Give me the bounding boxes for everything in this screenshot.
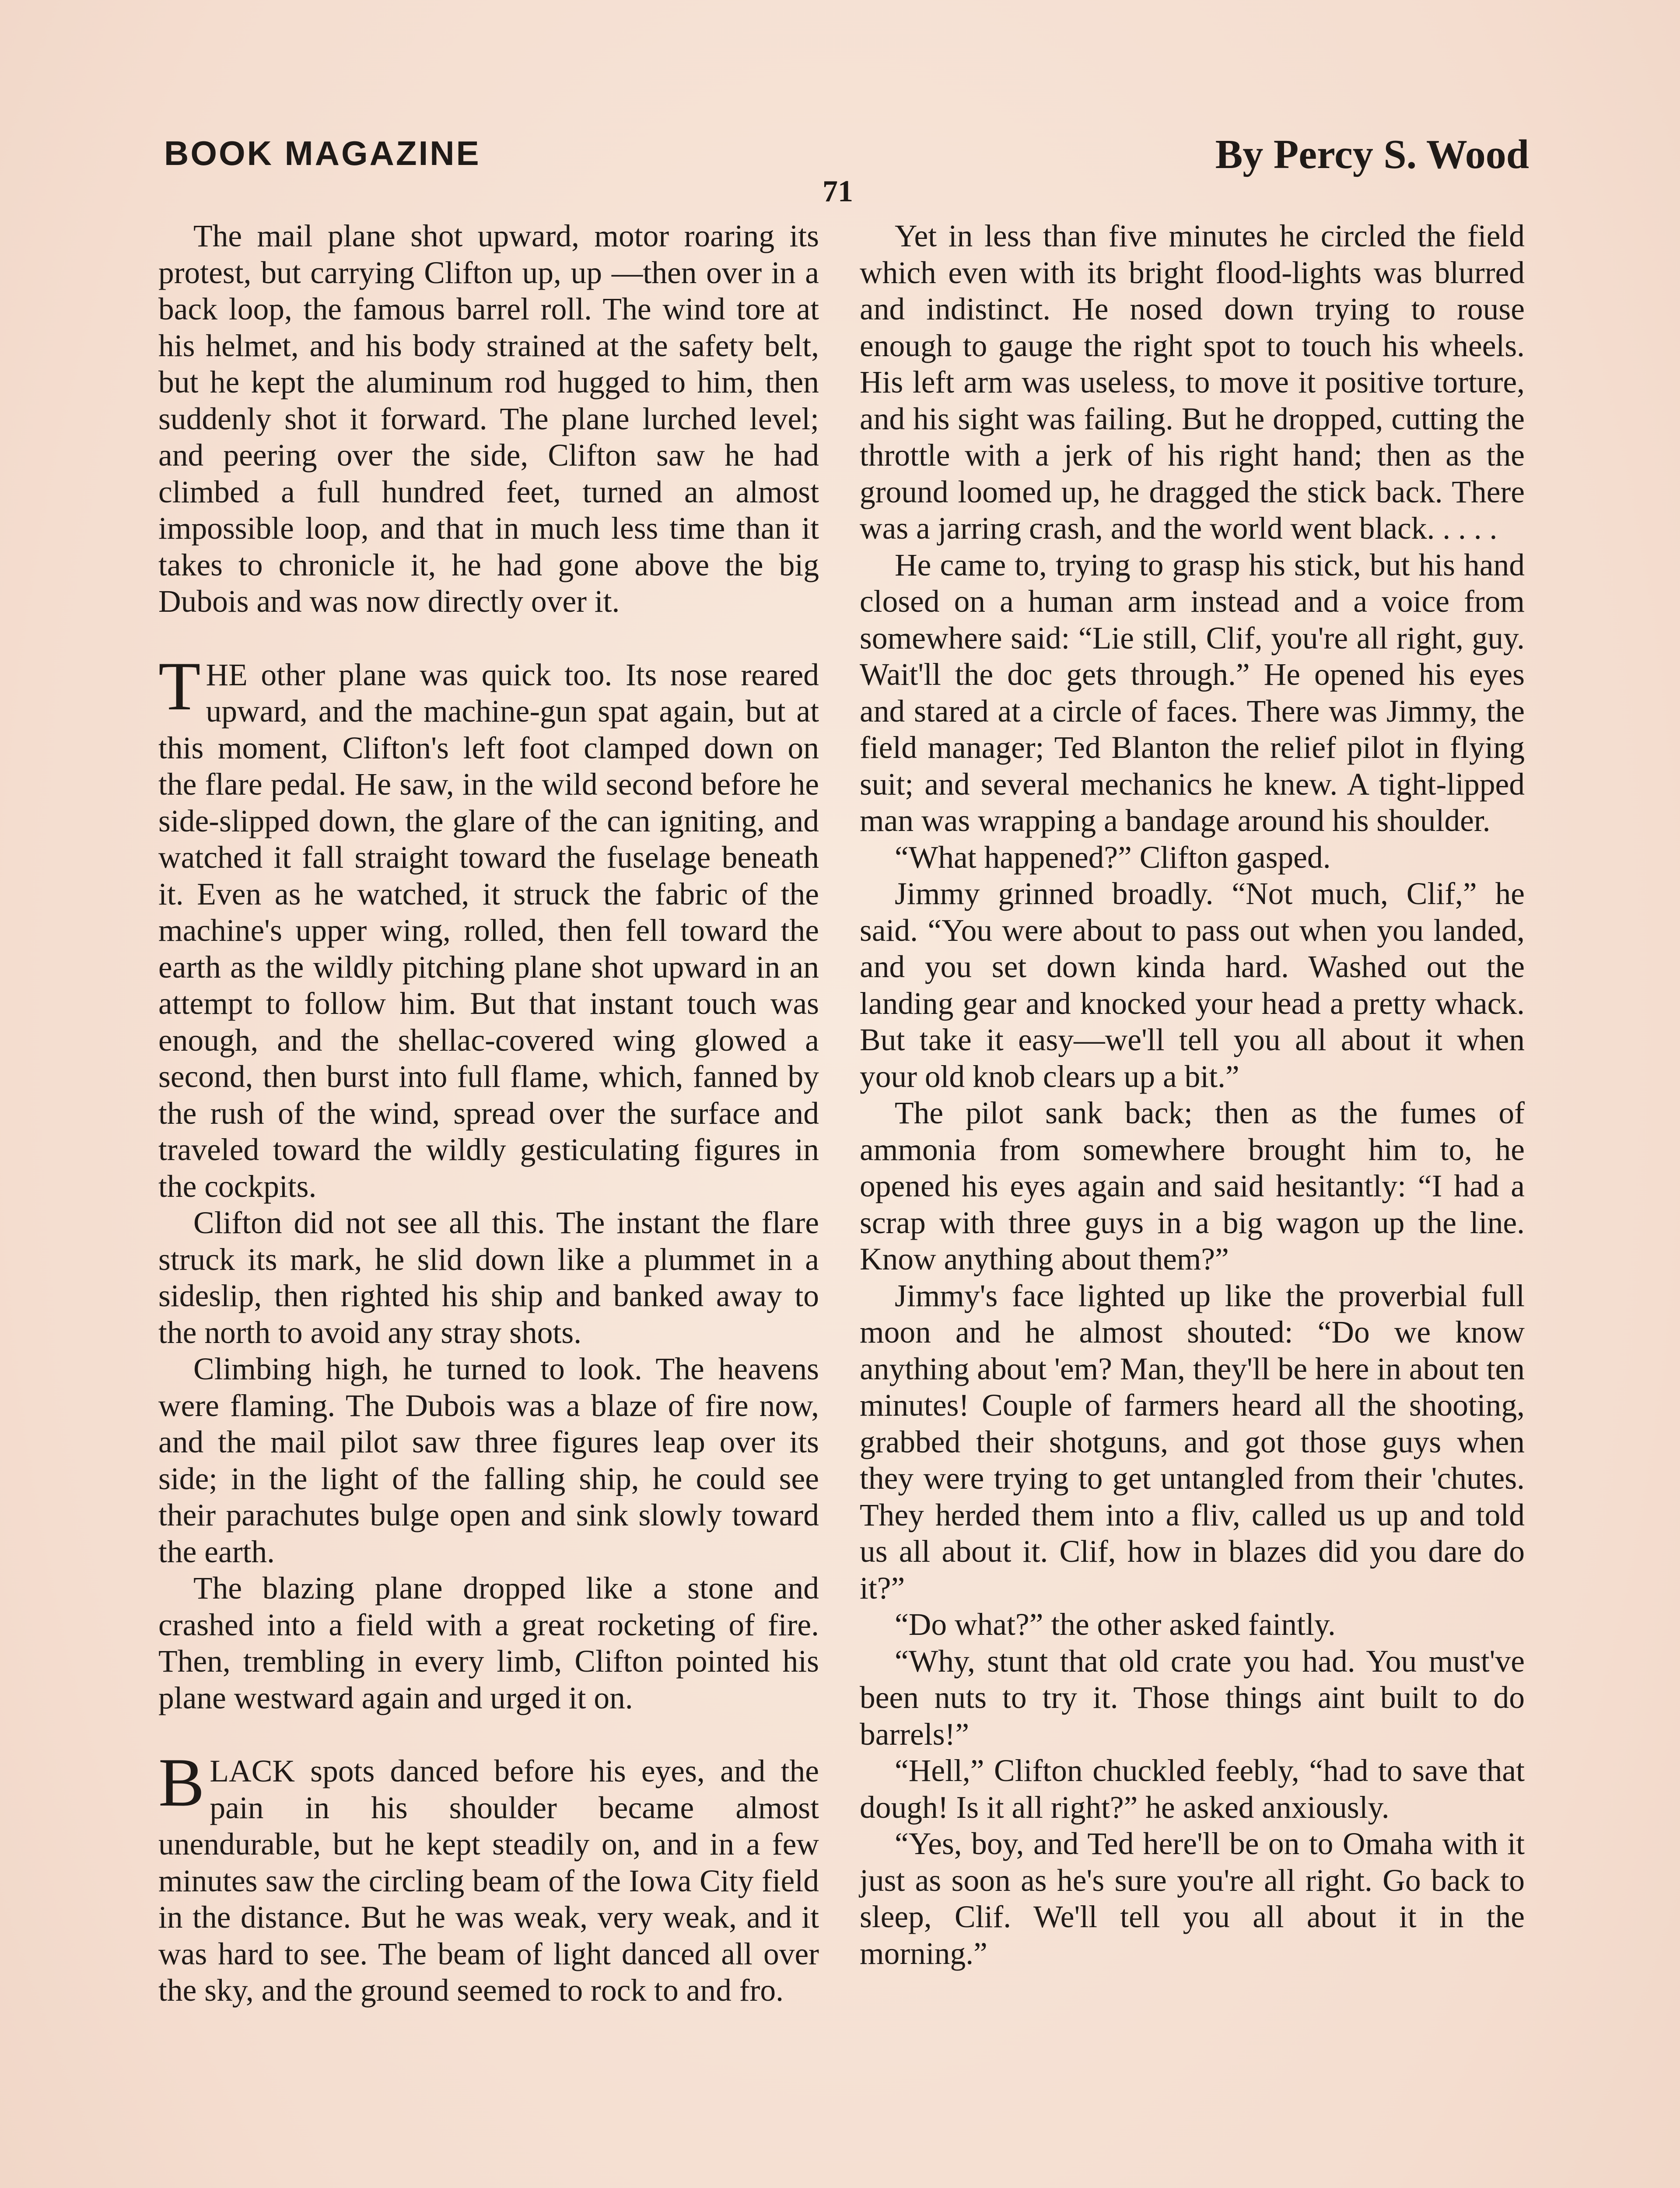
paragraph: The blazing plane dropped like a stone and crashed into a field with a great rocketing of fire. Then, trembling in every limb, Clifton pointed his plane westward again and urged it on. (158, 1571, 819, 1715)
left-column (158, 218, 819, 2009)
paragraph: The mail plane shot upward, motor roaring its protest, but carrying Clifton up, up —then over in a back loop, the famous barrel roll. The wind tore at his helmet, and his body strained at the safety belt, but he kept the aluminum rod hugged to him, then suddenly shot it forward. The plane lurched level; and peering over the side, Clifton saw he had climbed a full hundred feet, turned an almost impossible loop, and that in much less time than it takes to chronicle it, he had gone above the big Dubois and was now directly over it. (158, 219, 819, 619)
paragraph: “What happened?” Clifton gasped. (895, 840, 1331, 875)
magazine-title: BOOK MAGAZINE (164, 134, 481, 172)
drop-cap: T (158, 648, 201, 725)
paragraph: He came to, trying to grasp his stick, but his hand closed on a human arm instead and a voice from somewhere said: “Lie still, Clif, you're all right, guy. Wait'll the doc gets through.” He opened his eyes and stared at a circle of faces. There was Jimmy, the field manager; Ted Blanton the relief pilot in flying suit; and several mechanics he knew. A tight-lipped man was wrapping a bandage around his shoulder. (860, 547, 1525, 838)
paragraph: Clifton did not see all this. The instant the flare struck its mark, he slid down like a plummet in a sideslip, then righted his ship and banked away to the north to avoid any stray shots. (158, 1206, 819, 1350)
paragraph: The pilot sank back; then as the fumes of ammonia from somewhere brought him to, he opened his eyes again and said hesitantly: “I had a scrap with three guys in a big wagon up the line. Know anything about them?” (860, 1096, 1525, 1276)
paragraph: Climbing high, he turned to look. The heavens were flaming. The Dubois was a blaze of fire now, and the mail pilot saw three figures leap over its side; in the light of the falling ship, he could see their parachutes bulge open and sink slowly toward the earth. (158, 1352, 819, 1569)
paragraph: “Yes, boy, and Ted here'll be on to Omaha with it just as soon as he's sure you're all right. Go back to sleep, Clif. We'll tell you all about it in the morning.” (860, 1827, 1525, 1971)
paragraph: “Do what?” the other asked faintly. (895, 1607, 1336, 1642)
paragraph: Yet in less than five minutes he circled the field which even with its bright flood-lights was blurred and indistinct. He nosed down trying to rouse enough to gauge the right spot to touch his wheels. His left arm was useless, to move it positive torture, and his sight was failing. But he dropped, cutting the throttle with a jerk of his right hand; then as the ground loomed up, he dragged the stick back. There was a jarring crash, and the world went black. . . . . (860, 219, 1525, 546)
page-number: 71 (822, 175, 853, 208)
paragraph: Jimmy's face lighted up like the proverbial full moon and he almost shouted: “Do we know anything about 'em? Man, they'll be here in about ten minutes! Couple of farmers heard all the shooting, grabbed their shotguns, and got those guys when they were trying to get untangled from their 'chutes. They herded them into a fliv, called us up and told us all about it. Clif, how in blazes did you dare do it?” (860, 1278, 1525, 1606)
paragraph: BLACK spots danced before his eyes, and the pain in his shoulder became almost unendurable, but he kept steadily on, and in a few minutes saw the circling beam of the Iowa City field in the distance. But he was weak, very weak, and it was hard to see. The beam of light danced all over the sky, and the ground seemed to rock to and fro. (158, 1744, 819, 2008)
paragraph: “Hell,” Clifton chuckled feebly, “had to save that dough! Is it all right?” he asked anxiously. (860, 1753, 1525, 1825)
paragraph: THE other plane was quick too. Its nose reared upward, and the machine-gun spat again, but at this moment, Clifton's left foot clamped down on the flare pedal. He saw, in the wild second before he side-slipped down, the glare of the can igniting, and watched it fall straight toward the fuselage beneath it. Even as he watched, it struck the fabric of the machine's upper wing, rolled, then fell toward the earth as the wildly pitching plane shot upward in an attempt to follow him. But that instant touch was enough, and the shellac-covered wing glowed a second, then burst into full flame, which, fanned by the rush of the wind, spread over the surface and traveled toward the wildly gesticulating figures in the cockpits. (158, 648, 819, 1204)
paragraph: “Why, stunt that old crate you had. You must've been nuts to try it. Those things aint built to do barrels!” (860, 1644, 1525, 1752)
paragraph: Jimmy grinned broadly. “Not much, Clif,” he said. “You were about to pass out when you landed, and you set down kinda hard. Washed out the landing gear and knocked your head a pretty whack. But take it easy—we'll tell you all about it when your old knob clears up a bit.” (860, 877, 1525, 1094)
author-byline: By Percy S. Wood (1215, 132, 1529, 177)
drop-cap: B (158, 1744, 205, 1821)
right-column (860, 218, 1525, 1972)
